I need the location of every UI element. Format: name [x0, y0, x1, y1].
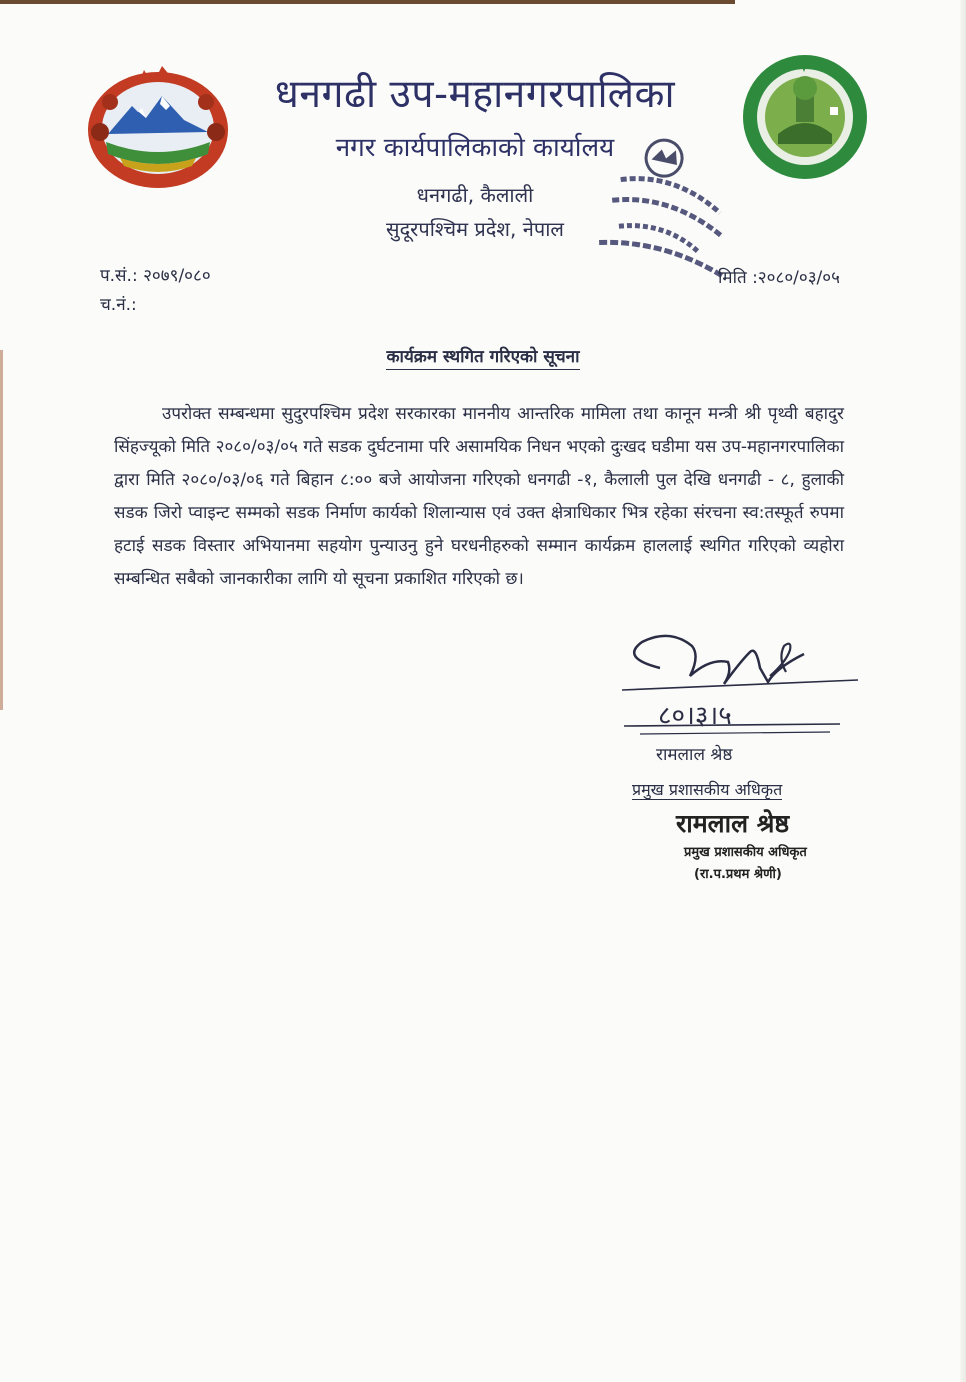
dispatch-number: च.नं.:: [100, 295, 137, 315]
address-line-1: धनगढी, कैलाली: [416, 183, 534, 207]
signatory-stamp-grade: (रा.प.प्रथम श्रेणी): [694, 867, 782, 882]
reference-number: प.सं.: २०७९/०८०: [100, 266, 211, 286]
left-edge-mark: [0, 350, 3, 710]
signatory-handwritten-title-text: प्रमुख प्रशासकीय अधिकृत: [632, 780, 783, 799]
signatory-handwritten-name: रामलाल श्रेष्ठ: [656, 745, 733, 765]
municipality-logo-icon: [740, 52, 870, 182]
org-name: धनगढी उप-महानगरपालिका: [274, 72, 676, 117]
signatory-handwritten-title: [632, 778, 782, 800]
address-line-2: सुदूरपश्चिम प्रदेश, नेपाल: [386, 217, 564, 241]
signatory-stamp-name: रामलाल श्रेष्ठ: [676, 809, 790, 838]
page-edge: [960, 0, 966, 1382]
notice-body: उपरोक्त सम्बन्धमा सुदुरपश्चिम प्रदेश सरकारका माननीय आन्तरिक मामिला तथा कानून मन्त्री श्री पृथ्वी बहादुर सिंहज्यूको मिति २०८०/०३/०५ गते सडक दुर्घटनामा परि असामयिक निधन भएको दुःखद घडीमा यस उप-महानगरपालिका द्वारा मिति २०८०/०३/०६ गते बिहान ८:०० बजे आयोजना गरिएको धनगढी -१, कैलाली पुल देखि धनगढी - ८, हुलाकी सडक जिरो प्वाइन्ट सम्मको सडक निर्माण कार्यको शिलान्यास एवं उक्त क्षेत्राधिकार भित्र रहेका संरचना स्व:तस्फूर्त रुपमा हटाई सडक विस्तार अभियानमा सहयोग पुन्याउनु हुने घरधनीहरुको सम्मान कार्यक्रम हाललाई स्थगित गरिएको व्यहोरा सम्बन्धित सबैको जानकारीका लागि यो सूचना प्रकाशित गरिएको छ।: [114, 404, 844, 589]
handwritten-date: ८०।३।५: [658, 701, 732, 731]
handwritten-signature-icon: [600, 628, 870, 748]
top-border: [0, 0, 735, 4]
notice-title-text: कार्यक्रम स्थगित गरिएको सूचना: [386, 347, 579, 370]
issue-date: मिति :२०८०/०३/०५: [718, 268, 840, 288]
nepal-emblem-icon: [80, 62, 236, 194]
office-name: नगर कार्यपालिकाको कार्यालय: [335, 133, 615, 163]
notice-title: [0, 344, 966, 367]
signatory-stamp-title: प्रमुख प्रशासकीय अधिकृत: [684, 845, 807, 860]
office-stamp-icon: [588, 132, 748, 282]
